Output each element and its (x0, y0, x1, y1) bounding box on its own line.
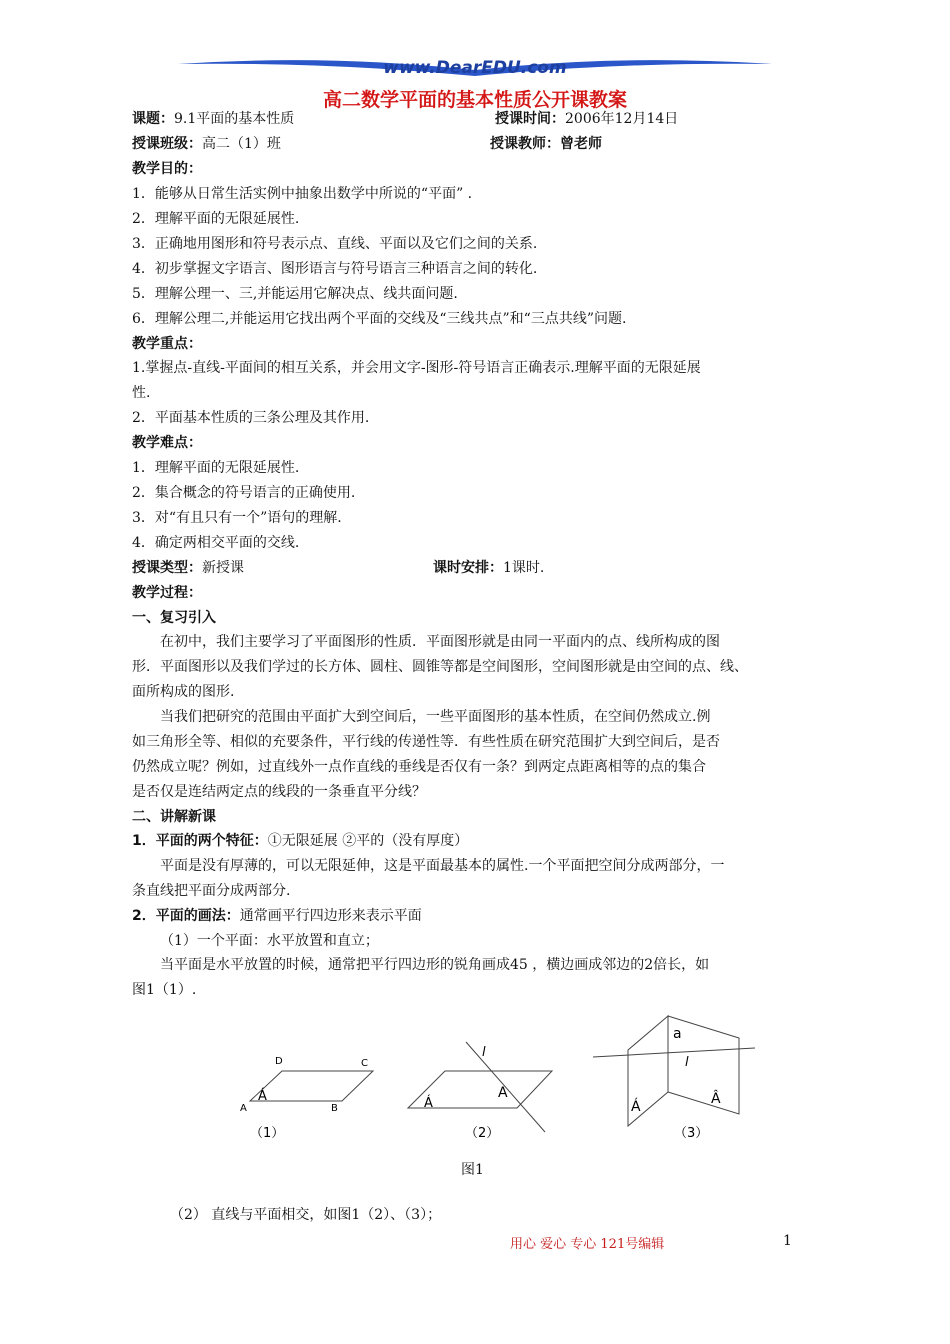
goals-heading: 教学目的： (132, 161, 202, 177)
difficulty-item: 2．集合概念的符号语言的正确使用. (132, 485, 356, 501)
fig3-subcaption: （3） (674, 1126, 709, 1141)
new-lesson-heading: 二、讲解新课 (132, 809, 216, 825)
fig1-plane-label: Á (258, 1089, 267, 1104)
draw-p-line: 图1（1）. (132, 982, 197, 998)
review-p1-line: 面所构成的图形. (132, 684, 235, 700)
process-heading: 教学过程： (132, 585, 202, 601)
fig1-subcaption: （1） (250, 1126, 285, 1141)
key-point-line: 性. (132, 385, 151, 401)
figure-1-3 (593, 1016, 755, 1141)
meta-time: 授课时间：2006年12月14日 (495, 111, 679, 127)
page-title: 高二数学平面的基本性质公开课教案 (322, 89, 627, 111)
fig2-subcaption: （2） (465, 1126, 500, 1141)
difficulty-item: 3．对“有且只有一个”语句的理解. (132, 510, 342, 526)
fig1-label-c: C (361, 1058, 368, 1069)
meta-type: 授课类型：新授课 (132, 560, 244, 576)
draw-sub1: （1）一个平面：水平放置和直立； (160, 933, 379, 949)
difficulty-item: 1．理解平面的无限延展性. (132, 460, 300, 476)
review-p2-line: 仍然成立呢？例如，过直线外一点作直线的垂线是否仅有一条？到两定点距离相等的点的集合 (132, 759, 706, 775)
fig1-label-d: D (275, 1056, 283, 1067)
goal-item: 3．正确地用图形和符号表示点、直线、平面以及它们之间的关系. (132, 236, 538, 252)
fig3-label-a: a (673, 1026, 682, 1042)
draw-line: 2．平面的画法：通常画平行四边形来表示平面 (132, 908, 422, 924)
review-p2-line: 是否仅是连结两定点的线段的一条垂直平分线？ (132, 784, 426, 800)
review-p1-line: 在初中，我们主要学习了平面图形的性质．平面图形就是由同一平面内的点、线所构成的图 (160, 634, 720, 650)
fig1-label-b: B (331, 1103, 338, 1114)
page-number: 1 (783, 1233, 792, 1249)
site-logo-text: www.DearEDU.com (383, 58, 567, 78)
key-point-line: 2．平面基本性质的三条公理及其作用. (132, 410, 370, 426)
figure-caption: 图1 (461, 1162, 484, 1178)
key-point-line: 1.掌握点-直线-平面间的相互关系，并会用文字-图形-符号语言正确表示.理解平面的无限延展 (132, 360, 701, 376)
goal-item: 4．初步掌握文字语言、图形语言与符号语言三种语言之间的转化. (132, 261, 538, 277)
feature-p-line: 平面是没有厚薄的，可以无限延伸，这是平面最基本的属性.一个平面把空间分成两部分，一 (160, 858, 725, 874)
fig3-line-label: l (685, 1055, 689, 1070)
difficulty-item: 4．确定两相交平面的交线. (132, 535, 300, 551)
fig2-point-label: A (498, 1085, 508, 1101)
goal-item: 6．理解公理二,并能运用它找出两个平面的交线及“三线共点”和“三点共线”问题. (132, 311, 627, 327)
key-points-heading: 教学重点： (132, 336, 202, 352)
goal-item: 2．理解平面的无限延展性. (132, 211, 300, 227)
review-p1-line: 形．平面图形以及我们学过的长方体、圆柱、圆锥等都是空间图形，空间图形就是由空间的点、线、 (132, 659, 748, 675)
figure-1-1 (240, 1056, 373, 1141)
meta-teacher: 授课教师：曾老师 (490, 136, 602, 152)
meta-topic: 课题：9.1平面的基本性质 (132, 111, 295, 127)
fig3-plane1-label: Á (631, 1099, 641, 1115)
figure-1-2 (408, 1042, 552, 1141)
fig3-plane2-label: Â (711, 1091, 721, 1107)
draw-sub2: （2） 直线与平面相交，如图1（2）、（3）； (170, 1207, 442, 1223)
meta-class: 授课班级：高二（1）班 (132, 136, 281, 152)
review-p2-line: 当我们把研究的范围由平面扩大到空间后，一些平面图形的基本性质，在空间仍然成立.例 (160, 709, 711, 725)
goal-item: 1．能够从日常生活实例中抽象出数学中所说的“平面” . (132, 186, 473, 202)
footer-text: 用心 爱心 专心 121号编辑 (510, 1237, 665, 1252)
draw-p-line: 当平面是水平放置的时候，通常把平行四边形的锐角画成45 ，横边画成邻边的2倍长，如 (160, 957, 710, 973)
difficulties-heading: 教学难点： (132, 435, 202, 451)
feature-line: 1．平面的两个特征：①无限延展 ②平的（没有厚度） (132, 833, 469, 849)
meta-hours: 课时安排：1课时. (433, 560, 545, 576)
fig2-plane-label: Á (424, 1096, 433, 1111)
figure-1 (0, 1010, 950, 1150)
review-p2-line: 如三角形全等、相似的充要条件，平行线的传递性等．有些性质在研究范围扩大到空间后，是否 (132, 734, 720, 750)
fig2-line-label: l (482, 1045, 486, 1060)
review-heading: 一、复习引入 (132, 610, 216, 626)
goal-item: 5．理解公理一、三,并能运用它解决点、线共面问题. (132, 286, 458, 302)
fig1-label-a: A (240, 1103, 247, 1114)
feature-p-line: 条直线把平面分成两部分. (132, 883, 291, 899)
